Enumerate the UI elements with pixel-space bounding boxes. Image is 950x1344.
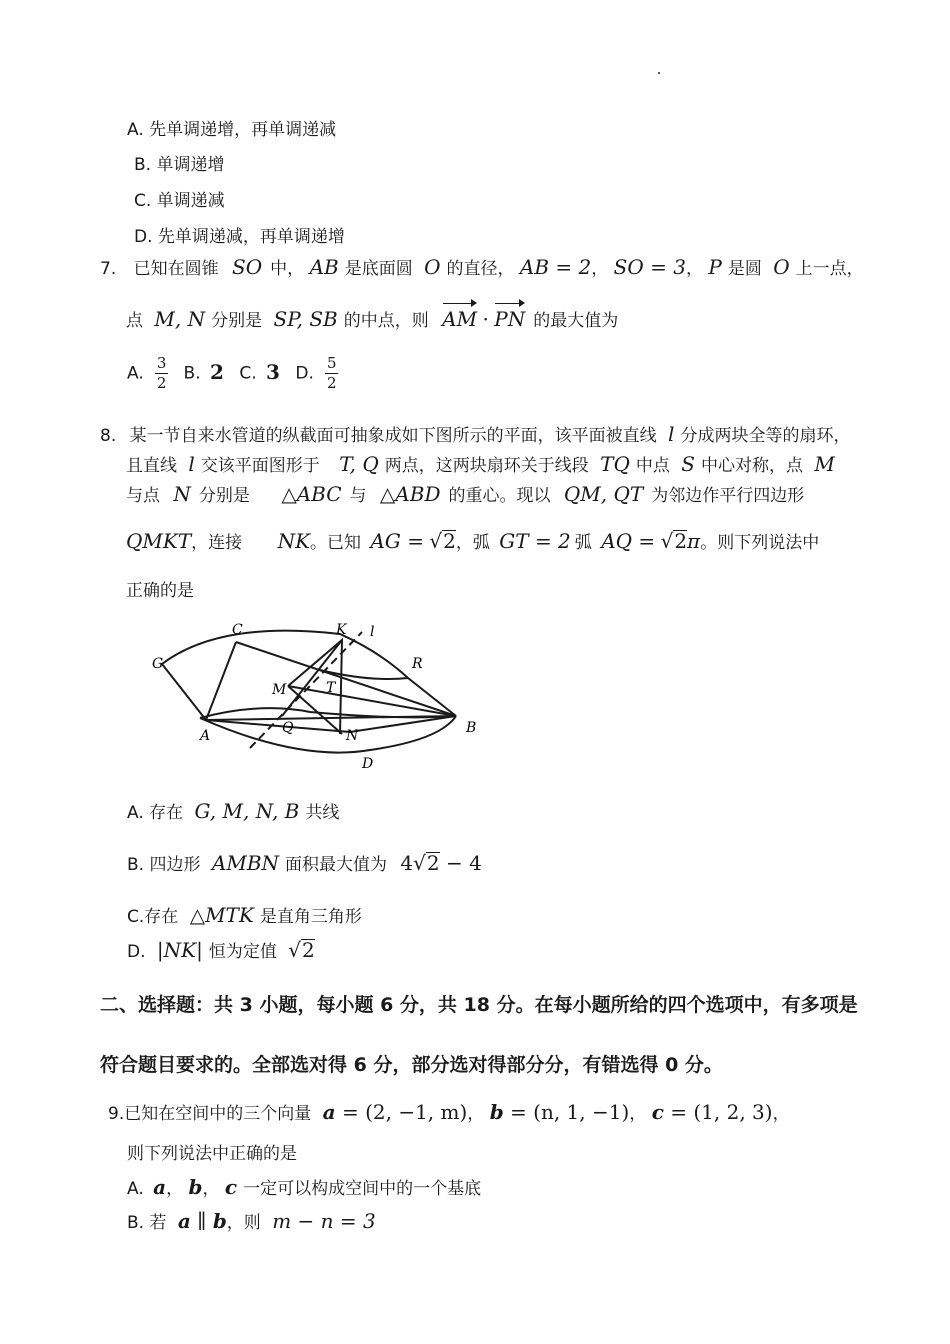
segment-GA [162, 664, 206, 720]
label-T: T [326, 680, 336, 696]
q6-option-a: A. 先单调递增，再单调递减 [127, 120, 337, 140]
q9-option-a: A. a， b， c 一定可以构成空间中的一个基底 [127, 1175, 482, 1199]
q8-line-5: 正确的是 [126, 581, 194, 601]
q7-line-2: 点 M, N 分别是 SP, SB 的中点，则 AM · PN 的最大值为 [126, 307, 619, 331]
scan-dot [658, 72, 660, 74]
label-C: C [232, 622, 243, 638]
q8-option-b: B. 四边形 AMBN 面积最大值为 4√2 − 4 [127, 851, 482, 875]
q6-option-c: C. 单调递减 [134, 191, 225, 211]
q8-option-d: D. |NK| 恒为定值 √2 [127, 938, 315, 962]
fraction: $\frac{5}{2}$ [327, 354, 337, 392]
q8-line-4: QMKT，连接 NK。已知 AG = √2，弧 GT = 2 弧 AQ = √2π。则下列说法中 [126, 529, 820, 553]
math-expr: SO [232, 255, 263, 279]
math-expr: O [773, 255, 790, 279]
label-K: K [336, 622, 347, 638]
label-l: l [370, 624, 375, 640]
pipe-section-figure [140, 612, 490, 782]
q8-line-2: 且直线 l 交该平面图形于 T, Q 两点，这两块扇环关于线段 TQ 中点 S 中心对称，点 M [126, 452, 835, 476]
question-number: 8. [100, 426, 117, 446]
math-expr: P [708, 255, 722, 279]
math-expr: AB = 2 [519, 255, 592, 279]
q7-line-1: 7. 已知在圆锥 SO 中， AB 是底面圆 O 的直径， AB = 2， SO = 3， P 是圆 O 上一点， [100, 255, 864, 279]
label-R: R [412, 656, 423, 672]
q8-line-1: 8. 某一节自来水管道的纵截面可抽象成如下图所示的平面，该平面被直线 l 分成两块全等的扇环， [100, 422, 851, 446]
math-expr: O [424, 255, 441, 279]
vector-am: AM [442, 307, 478, 331]
q9-line-2: 则下列说法中正确的是 [127, 1144, 297, 1164]
q8-line-3: 与点 N 分别是 △ABC 与 △ABD 的重心。现以 QM, QT 为邻边作平行四边形 [126, 482, 805, 506]
section-2-heading-line-2: 符合题目要求的。全部选对得 6 分，部分选对得部分分，有错选得 0 分。 [100, 1054, 723, 1076]
q6-option-d: D. 先单调递减，再单调递增 [134, 227, 345, 247]
label-M: M [272, 682, 287, 698]
math-expr: SP, SB [273, 307, 338, 331]
math-expr: SO = 3 [613, 255, 686, 279]
segment-CB [236, 642, 456, 716]
vector-pn: PN [494, 307, 526, 331]
label-N: N [346, 728, 359, 744]
label-G: G [152, 656, 164, 672]
label-Q: Q [282, 720, 294, 736]
section-2-heading-line-1: 二、选择题：共 3 小题，每小题 6 分，共 18 分。在每小题所给的四个选项中，有多项是 [100, 994, 858, 1016]
q9-option-b: B. 若 a ∥ b，则 m − n = 3 [127, 1209, 376, 1233]
label-A: A [200, 728, 211, 744]
q6-option-b: B. 单调递增 [134, 155, 225, 175]
q7-options: A. $\frac{3}{2}$ B. 2 C. 3 D. $\frac{5}{2}$ [127, 354, 337, 392]
question-number: 7. [100, 259, 117, 279]
q8-option-a: A. 存在 G, M, N, B 共线 [127, 799, 340, 823]
fraction: $\frac{3}{2}$ [156, 354, 167, 392]
label-B: B [466, 720, 477, 736]
q9-line-1: 9.已知在空间中的三个向量 a = (2, −1, m)， b = (n, 1, −1)， c = (1, 2, 3)， [108, 1100, 790, 1124]
segment-CA [206, 642, 236, 720]
label-D: D [362, 756, 374, 772]
q8-option-c: C.存在 △MTK 是直角三角形 [127, 903, 362, 927]
math-expr: AB [309, 255, 339, 279]
math-expr: M, N [154, 307, 206, 331]
